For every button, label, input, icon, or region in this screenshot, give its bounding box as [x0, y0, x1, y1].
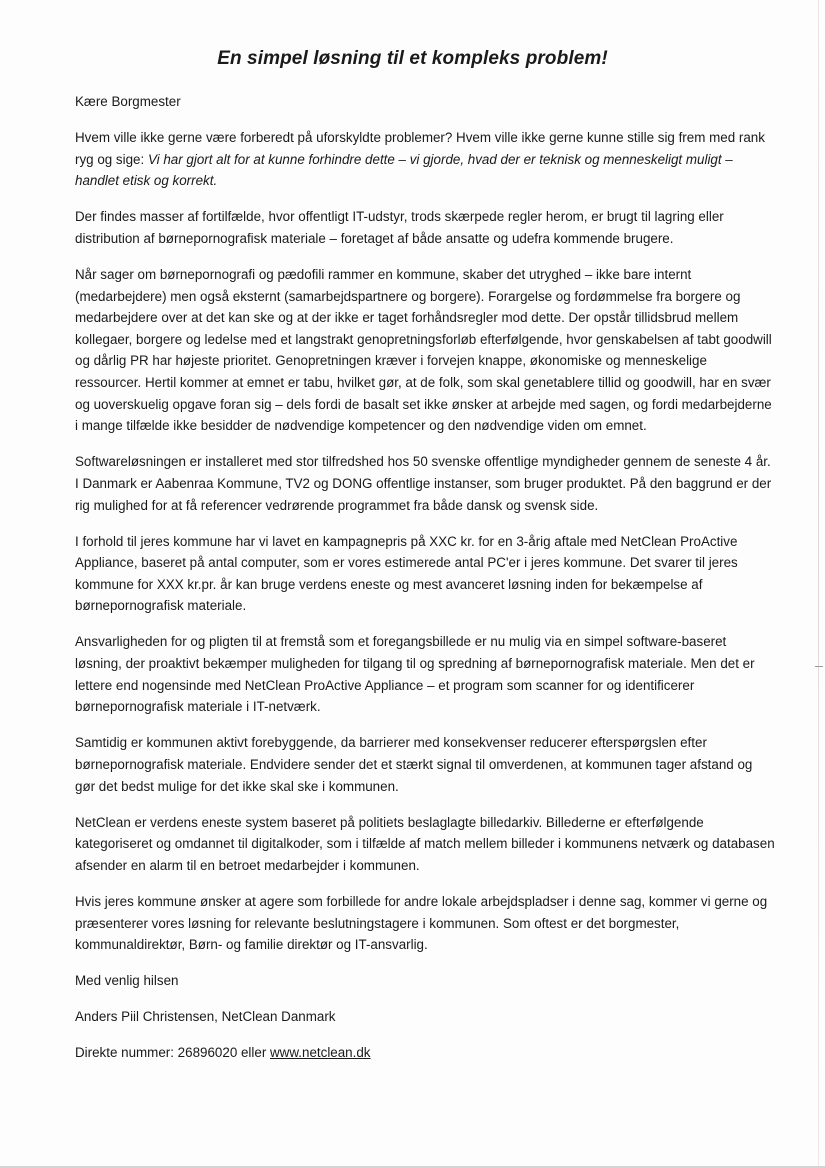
- paragraph-prevention: Samtidig er kommunen aktivt forebyggende, da barrierer med konsekvenser reducerer efterspørgslen efter børnepornografisk materiale. Endvidere sender det et stærkt signal til omverdenen, at kommunen tager afstand og gør det bedst mulige for det ikke skal ske i kommunen.: [75, 735, 753, 794]
- paragraph-precedents: Der findes masser af fortilfælde, hvor offentligt IT-udstyr, trods skærpede regler herom, er brugt til lagring eller distribution af børnepornografisk materiale – foretaget af både ansatte og udefra kommende brugere.: [75, 209, 724, 246]
- website-link[interactable]: www.netclean.dk: [270, 1045, 371, 1061]
- scan-margin-mark: [815, 666, 823, 667]
- paragraph-pricing: I forhold til jeres kommune har vi lavet en kampagnepris på XXC kr. for en 3-årig aftale med NetClean ProActive Appliance, baseret på antal computer, som er vores estimerede antal PC'er i jeres kommune. Det svarer til jeres kommune for XXX kr.pr. år kan bruge verdens eneste og mest avanceret løsning inden for bekæmpelse af børnepornografisk materiale.: [75, 533, 738, 614]
- paragraph-consequences: Når sager om børnepornografi og pædofili rammer en kommune, skaber det utryghed – ikke bare internt (medarbejdere) men også eksternt (samarbejdspartnere og borgere). Forargelse og fordømmelse fra borgere og medarbejdere over at det kan ske og at der ikke er taget forhåndsregler mod dette. Der opstår tillidsbrud mellem kollegaer, borgere og ledelse med et langstrakt genopretningsforløb efterfølgende, hvor genskabelsen af tabt goodwill og dårlig PR har højeste prioritet. Genopretningen kræver i forvejen knappe, økonomiske og menneskelige ressourcer. Hertil kommer at emnet er tabu, hvilket gør, at de folk, som skal genetablere tillid og goodwill, har en svær og uoverskuelig opgave foran sig – dels fordi de basalt set ikke ønsker at arbejde med sagen, og fordi medarbejderne i mange tilfælde ikke besidder de nødvendige kompetencer og den nødvendige viden om emnet.: [75, 267, 772, 434]
- contact-phone: Direkte nummer: 26896020 eller: [75, 1045, 271, 1061]
- paragraph-system: NetClean er verdens eneste system baseret på politiets beslaglagte billedarkiv. Billederne er efterfølgende kategoriseret og omdannet til digitalkoder, som i tilfælde af match mellem billeder i kommunens netværk og databasen afsender en alarm til en betroet medarbejder i kommunen.: [75, 814, 775, 873]
- paragraph-references: Softwareløsningen er installeret med stor tilfredshed hos 50 svenske offentlige myndigheder gennem de seneste 4 år. I Danmark er Aabenraa Kommune, TV2 og DONG offentlige instanser, som bruger produktet. På den baggrund er der rig mulighed for at få referencer vedrørende programmet fra både dansk og svensk side.: [75, 454, 772, 513]
- paragraph-invitation: Hvis jeres kommune ønsker at agere som forbillede for andre lokale arbejdspladser i denne sag, kommer vi gerne og præsenterer vores løsning for relevante beslutningstagere i kommunen. Som oftest er det borgmester, kommunaldirektør, Børn- og familie direktør og IT-ansvarlig.: [75, 893, 768, 953]
- paragraph-intro: [75, 127, 775, 192]
- salutation: Kære Borgmester: [75, 94, 181, 109]
- letter-title: En simpel løsning til et kompleks problem!: [217, 48, 608, 69]
- intro-quote: Vi har gjort alt for at kunne forhindre dette – vi gjorde, hvad der er teknisk og menneskeligt muligt – handlet etisk og korrekt.: [75, 151, 733, 189]
- scan-edge-right: [818, 0, 819, 1168]
- letter-body: [75, 91, 775, 1078]
- contact-line: [75, 1042, 775, 1064]
- paragraph-responsibility: Ansvarligheden for og pligten til at fremstå som et foregangsbillede er nu mulig via en simpel software-baseret løsning, der proaktivt bekæmper muligheden for tilgang til og spredning af børnepornografisk materiale. Men det er lettere end nogensinde med NetClean ProActive Appliance – et program som scanner for og identificerer børnepornografisk materiale i IT-netværk.: [75, 634, 755, 715]
- paragraph-intro-text: Hvem ville ikke gerne være forberedt på uforskyldte problemer? Hvem ville ikke gerne kunne stille sig frem med rank ryg og sige:: [75, 130, 765, 167]
- sender-signature: Anders Piil Christensen, NetClean Danmark: [75, 1009, 336, 1025]
- closing: Med venlig hilsen: [75, 973, 179, 989]
